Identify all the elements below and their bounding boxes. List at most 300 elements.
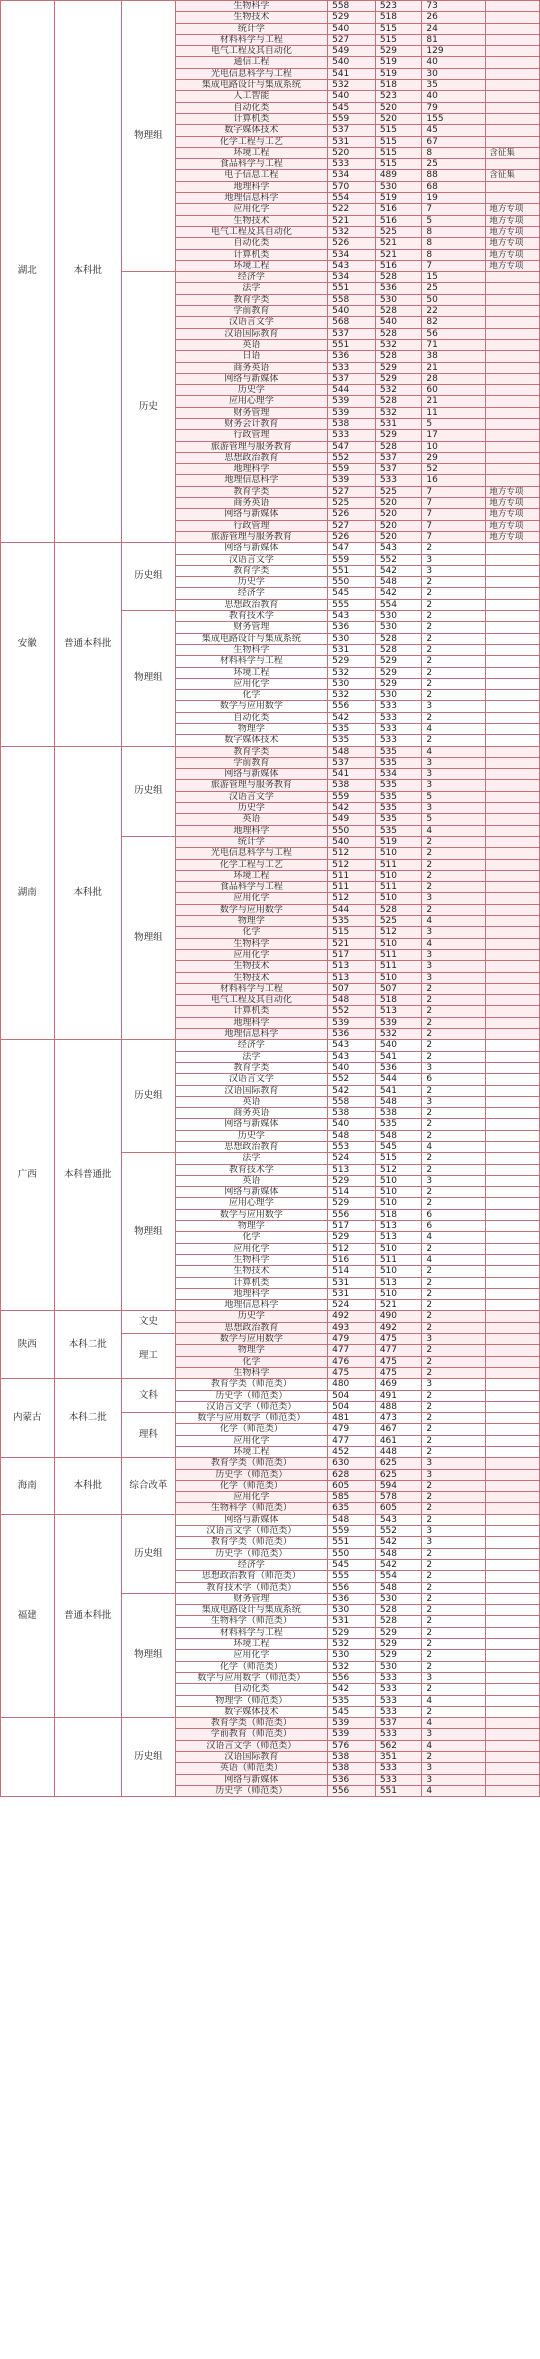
min-score-cell: 554	[375, 599, 422, 610]
admitted-count-cell: 3	[422, 1469, 486, 1480]
major-cell: 地理信息科学	[175, 1029, 328, 1040]
max-score-cell: 543	[328, 1040, 376, 1051]
min-score-cell: 523	[375, 91, 422, 102]
min-score-cell: 535	[375, 791, 422, 802]
note-cell: 地方专项	[486, 486, 540, 497]
major-cell: 电气工程及其自动化	[175, 226, 328, 237]
min-score-cell: 518	[375, 80, 422, 91]
note-cell	[486, 1266, 540, 1277]
admitted-count-cell: 155	[422, 113, 486, 124]
min-score-cell: 529	[375, 667, 422, 678]
major-cell: 教育学类	[175, 746, 328, 757]
admitted-count-cell: 21	[422, 396, 486, 407]
min-score-cell: 510	[375, 1288, 422, 1299]
max-score-cell: 511	[328, 882, 376, 893]
note-cell	[486, 814, 540, 825]
note-cell	[486, 452, 540, 463]
table-row	[1, 1040, 540, 1051]
track-cell: 历史组	[122, 1514, 176, 1593]
major-cell: 应用化学	[175, 1435, 328, 1446]
min-score-cell: 351	[375, 1752, 422, 1763]
max-score-cell: 531	[328, 1288, 376, 1299]
table-row	[1, 1514, 540, 1525]
major-cell: 应用化学	[175, 1492, 328, 1503]
min-score-cell: 511	[375, 859, 422, 870]
admitted-count-cell: 56	[422, 328, 486, 339]
major-cell: 财务会计教育	[175, 418, 328, 429]
min-score-cell: 533	[375, 735, 422, 746]
major-cell: 生物科学	[175, 644, 328, 655]
note-cell	[486, 1706, 540, 1717]
note-cell	[486, 272, 540, 283]
table-row	[1, 543, 540, 554]
min-score-cell: 511	[375, 1254, 422, 1265]
admitted-count-cell: 2	[422, 622, 486, 633]
note-cell	[486, 385, 540, 396]
admitted-count-cell: 7	[422, 204, 486, 215]
max-score-cell: 548	[328, 1514, 376, 1525]
max-score-cell: 542	[328, 1684, 376, 1695]
max-score-cell: 516	[328, 1254, 376, 1265]
min-score-cell: 515	[375, 147, 422, 158]
note-cell	[486, 68, 540, 79]
track-cell: 物理组	[122, 1, 176, 272]
note-cell	[486, 1345, 540, 1356]
admitted-count-cell: 2	[422, 1548, 486, 1559]
major-cell: 数学与应用数学	[175, 701, 328, 712]
max-score-cell: 555	[328, 1571, 376, 1582]
min-score-cell: 529	[375, 656, 422, 667]
major-cell: 应用化学	[175, 1650, 328, 1661]
admitted-count-cell: 22	[422, 306, 486, 317]
min-score-cell: 469	[375, 1379, 422, 1390]
major-cell: 生物科学（师范类）	[175, 1616, 328, 1627]
track-cell: 文史	[122, 1311, 176, 1334]
max-score-cell: 477	[328, 1345, 376, 1356]
admitted-count-cell: 129	[422, 46, 486, 57]
min-score-cell: 537	[375, 452, 422, 463]
min-score-cell: 533	[375, 1672, 422, 1683]
major-cell: 日语	[175, 351, 328, 362]
major-cell: 经济学	[175, 1559, 328, 1570]
min-score-cell: 528	[375, 396, 422, 407]
admitted-count-cell: 2	[422, 1029, 486, 1040]
max-score-cell: 555	[328, 599, 376, 610]
min-score-cell: 530	[375, 294, 422, 305]
min-score-cell: 515	[375, 159, 422, 170]
min-score-cell: 518	[375, 1209, 422, 1220]
min-score-cell: 532	[375, 339, 422, 350]
max-score-cell: 517	[328, 1221, 376, 1232]
admitted-count-cell: 88	[422, 170, 486, 181]
admitted-count-cell: 2	[422, 1243, 486, 1254]
max-score-cell: 559	[328, 791, 376, 802]
max-score-cell: 525	[328, 498, 376, 509]
major-cell: 计算机类	[175, 1006, 328, 1017]
note-cell	[486, 611, 540, 622]
note-cell	[486, 577, 540, 588]
max-score-cell: 552	[328, 1074, 376, 1085]
admitted-count-cell: 7	[422, 498, 486, 509]
note-cell	[486, 780, 540, 791]
note-cell	[486, 328, 540, 339]
max-score-cell: 547	[328, 441, 376, 452]
admitted-count-cell: 4	[422, 938, 486, 949]
admitted-count-cell: 3	[422, 701, 486, 712]
max-score-cell: 521	[328, 938, 376, 949]
admitted-count-cell: 4	[422, 1695, 486, 1706]
batch-cell: 本科普通批	[54, 1040, 122, 1311]
min-score-cell: 515	[375, 1153, 422, 1164]
max-score-cell: 544	[328, 904, 376, 915]
min-score-cell: 533	[375, 1729, 422, 1740]
major-cell: 思想政治教育	[175, 452, 328, 463]
major-cell: 地理信息科学	[175, 193, 328, 204]
major-cell: 物理学	[175, 1221, 328, 1232]
min-score-cell: 625	[375, 1458, 422, 1469]
admitted-count-cell: 2	[422, 1559, 486, 1570]
province-cell: 福建	[1, 1514, 55, 1717]
min-score-cell: 492	[375, 1322, 422, 1333]
note-cell	[486, 1153, 540, 1164]
min-score-cell: 510	[375, 938, 422, 949]
admitted-count-cell: 5	[422, 418, 486, 429]
note-cell	[486, 735, 540, 746]
max-score-cell: 532	[328, 690, 376, 701]
note-cell	[486, 565, 540, 576]
min-score-cell: 520	[375, 509, 422, 520]
admitted-count-cell: 2	[422, 1040, 486, 1051]
major-cell: 环境工程	[175, 667, 328, 678]
major-cell: 应用化学	[175, 949, 328, 960]
admitted-count-cell: 2	[422, 1582, 486, 1593]
admitted-count-cell: 2	[422, 1435, 486, 1446]
max-score-cell: 540	[328, 1119, 376, 1130]
note-cell	[486, 102, 540, 113]
min-score-cell: 461	[375, 1435, 422, 1446]
major-cell: 计算机类	[175, 249, 328, 260]
note-cell	[486, 588, 540, 599]
max-score-cell: 549	[328, 814, 376, 825]
major-cell: 商务英语	[175, 498, 328, 509]
note-cell	[486, 339, 540, 350]
min-score-cell: 529	[375, 362, 422, 373]
max-score-cell: 512	[328, 893, 376, 904]
major-cell: 历史学	[175, 385, 328, 396]
max-score-cell: 556	[328, 1785, 376, 1796]
min-score-cell: 538	[375, 1108, 422, 1119]
admitted-count-cell: 3	[422, 1062, 486, 1073]
note-cell	[486, 1322, 540, 1333]
major-cell: 电子信息工程	[175, 170, 328, 181]
min-score-cell: 528	[375, 441, 422, 452]
note-cell	[486, 1130, 540, 1141]
track-cell: 物理组	[122, 1153, 176, 1311]
min-score-cell: 536	[375, 1062, 422, 1073]
admitted-count-cell: 3	[422, 1175, 486, 1186]
admitted-count-cell: 3	[422, 972, 486, 983]
major-cell: 人工智能	[175, 91, 328, 102]
min-score-cell: 520	[375, 498, 422, 509]
major-cell: 汉语国际教育	[175, 1085, 328, 1096]
note-cell	[486, 836, 540, 847]
max-score-cell: 539	[328, 407, 376, 418]
max-score-cell: 532	[328, 1639, 376, 1650]
major-cell: 物理学	[175, 724, 328, 735]
min-score-cell: 525	[375, 226, 422, 237]
note-cell	[486, 46, 540, 57]
admitted-count-cell: 2	[422, 848, 486, 859]
admitted-count-cell: 3	[422, 927, 486, 938]
major-cell: 数字媒体技术	[175, 125, 328, 136]
admitted-count-cell: 26	[422, 12, 486, 23]
max-score-cell: 512	[328, 1243, 376, 1254]
admitted-count-cell: 4	[422, 825, 486, 836]
note-cell	[486, 1582, 540, 1593]
note-cell	[486, 1514, 540, 1525]
admitted-count-cell: 2	[422, 859, 486, 870]
major-cell: 地理科学	[175, 825, 328, 836]
note-cell	[486, 1526, 540, 1537]
note-cell	[486, 1198, 540, 1209]
note-cell	[486, 961, 540, 972]
max-score-cell: 542	[328, 712, 376, 723]
max-score-cell: 532	[328, 1661, 376, 1672]
min-score-cell: 510	[375, 848, 422, 859]
max-score-cell: 538	[328, 780, 376, 791]
major-cell: 生物科学	[175, 1254, 328, 1265]
admitted-count-cell: 2	[422, 1480, 486, 1491]
note-cell	[486, 633, 540, 644]
max-score-cell: 476	[328, 1356, 376, 1367]
max-score-cell: 548	[328, 995, 376, 1006]
table-row	[1, 1379, 540, 1390]
admitted-count-cell: 6	[422, 1209, 486, 1220]
admitted-count-cell: 2	[422, 904, 486, 915]
note-cell	[486, 1074, 540, 1085]
admitted-count-cell: 3	[422, 554, 486, 565]
note-cell	[486, 1096, 540, 1107]
min-score-cell: 448	[375, 1447, 422, 1458]
note-cell	[486, 712, 540, 723]
min-score-cell: 578	[375, 1492, 422, 1503]
max-score-cell: 605	[328, 1480, 376, 1491]
note-cell: 地方专项	[486, 498, 540, 509]
max-score-cell: 531	[328, 1277, 376, 1288]
note-cell	[486, 396, 540, 407]
note-cell	[486, 746, 540, 757]
admitted-count-cell: 2	[422, 983, 486, 994]
min-score-cell: 533	[375, 1774, 422, 1785]
max-score-cell: 542	[328, 803, 376, 814]
note-cell	[486, 430, 540, 441]
max-score-cell: 533	[328, 159, 376, 170]
admitted-count-cell: 16	[422, 475, 486, 486]
min-score-cell: 528	[375, 904, 422, 915]
admitted-count-cell: 3	[422, 1763, 486, 1774]
max-score-cell: 548	[328, 746, 376, 757]
major-cell: 法学	[175, 1153, 328, 1164]
note-cell	[486, 690, 540, 701]
max-score-cell: 538	[328, 1108, 376, 1119]
max-score-cell: 556	[328, 1582, 376, 1593]
admitted-count-cell: 3	[422, 1537, 486, 1548]
track-cell: 历史组	[122, 543, 176, 611]
major-cell: 生物科学	[175, 1367, 328, 1378]
admitted-count-cell: 2	[422, 870, 486, 881]
admitted-count-cell: 2	[422, 611, 486, 622]
note-cell	[486, 1718, 540, 1729]
max-score-cell: 539	[328, 1729, 376, 1740]
max-score-cell: 543	[328, 1051, 376, 1062]
major-cell: 网络与新媒体	[175, 373, 328, 384]
admitted-count-cell: 2	[422, 1119, 486, 1130]
max-score-cell: 529	[328, 656, 376, 667]
min-score-cell: 510	[375, 893, 422, 904]
max-score-cell: 531	[328, 136, 376, 147]
table-row	[1, 1458, 540, 1469]
major-cell: 地理科学	[175, 464, 328, 475]
major-cell: 环境工程	[175, 870, 328, 881]
min-score-cell: 543	[375, 543, 422, 554]
min-score-cell: 548	[375, 577, 422, 588]
major-cell: 食品科学与工程	[175, 159, 328, 170]
max-score-cell: 552	[328, 452, 376, 463]
note-cell	[486, 1684, 540, 1695]
note-cell	[486, 1650, 540, 1661]
max-score-cell: 529	[328, 1627, 376, 1638]
max-score-cell: 539	[328, 1718, 376, 1729]
major-cell: 英语	[175, 339, 328, 350]
major-cell: 英语	[175, 1175, 328, 1186]
max-score-cell: 548	[328, 1130, 376, 1141]
min-score-cell: 542	[375, 565, 422, 576]
note-cell	[486, 1175, 540, 1186]
table-row	[1, 746, 540, 757]
major-cell: 学前教育	[175, 306, 328, 317]
note-cell: 地方专项	[486, 249, 540, 260]
min-score-cell: 521	[375, 1300, 422, 1311]
province-cell: 陕西	[1, 1311, 55, 1379]
note-cell	[486, 136, 540, 147]
note-cell: 地方专项	[486, 520, 540, 531]
note-cell: 地方专项	[486, 260, 540, 271]
max-score-cell: 536	[328, 351, 376, 362]
note-cell	[486, 1085, 540, 1096]
note-cell	[486, 1187, 540, 1198]
major-cell: 商务英语	[175, 1108, 328, 1119]
max-score-cell: 513	[328, 961, 376, 972]
note-cell	[486, 1458, 540, 1469]
min-score-cell: 535	[375, 803, 422, 814]
note-cell: 地方专项	[486, 204, 540, 215]
major-cell: 思想政治教育	[175, 1322, 328, 1333]
note-cell	[486, 1729, 540, 1740]
admitted-count-cell: 2	[422, 1006, 486, 1017]
min-score-cell: 548	[375, 1130, 422, 1141]
note-cell	[486, 554, 540, 565]
admitted-count-cell: 4	[422, 746, 486, 757]
max-score-cell: 550	[328, 1548, 376, 1559]
major-cell: 历史学	[175, 803, 328, 814]
admitted-count-cell: 30	[422, 68, 486, 79]
max-score-cell: 507	[328, 983, 376, 994]
max-score-cell: 511	[328, 870, 376, 881]
major-cell: 行政管理	[175, 430, 328, 441]
max-score-cell: 545	[328, 1706, 376, 1717]
note-cell	[486, 972, 540, 983]
major-cell: 数字媒体技术	[175, 735, 328, 746]
note-cell	[486, 91, 540, 102]
min-score-cell: 511	[375, 882, 422, 893]
max-score-cell: 558	[328, 1096, 376, 1107]
max-score-cell: 559	[328, 464, 376, 475]
note-cell	[486, 870, 540, 881]
admitted-count-cell: 2	[422, 1571, 486, 1582]
note-cell	[486, 1492, 540, 1503]
admitted-count-cell: 2	[422, 1085, 486, 1096]
min-score-cell: 544	[375, 1074, 422, 1085]
min-score-cell: 535	[375, 746, 422, 757]
note-cell	[486, 1559, 540, 1570]
min-score-cell: 510	[375, 1198, 422, 1209]
note-cell	[486, 306, 540, 317]
min-score-cell: 520	[375, 531, 422, 542]
major-cell: 经济学	[175, 272, 328, 283]
admitted-count-cell: 4	[422, 1718, 486, 1729]
max-score-cell: 452	[328, 1447, 376, 1458]
min-score-cell: 533	[375, 1706, 422, 1717]
max-score-cell: 529	[328, 1198, 376, 1209]
major-cell: 计算机类	[175, 1277, 328, 1288]
admitted-count-cell: 8	[422, 238, 486, 249]
major-cell: 汉语言文学	[175, 317, 328, 328]
min-score-cell: 519	[375, 193, 422, 204]
major-cell: 自动化类	[175, 1684, 328, 1695]
table-row	[1, 1718, 540, 1729]
min-score-cell: 519	[375, 836, 422, 847]
min-score-cell: 467	[375, 1424, 422, 1435]
admitted-count-cell: 21	[422, 362, 486, 373]
note-cell	[486, 1571, 540, 1582]
admitted-count-cell: 3	[422, 1334, 486, 1345]
min-score-cell: 477	[375, 1345, 422, 1356]
admitted-count-cell: 2	[422, 1492, 486, 1503]
admitted-count-cell: 2	[422, 1706, 486, 1717]
admitted-count-cell: 2	[422, 1514, 486, 1525]
min-score-cell: 535	[375, 825, 422, 836]
max-score-cell: 558	[328, 294, 376, 305]
min-score-cell: 520	[375, 113, 422, 124]
major-cell: 环境工程	[175, 260, 328, 271]
admitted-count-cell: 2	[422, 1288, 486, 1299]
admitted-count-cell: 7	[422, 509, 486, 520]
track-cell: 综合改革	[122, 1458, 176, 1514]
min-score-cell: 545	[375, 1141, 422, 1152]
note-cell	[486, 34, 540, 45]
max-score-cell: 545	[328, 102, 376, 113]
max-score-cell: 542	[328, 1085, 376, 1096]
admitted-count-cell: 67	[422, 136, 486, 147]
max-score-cell: 526	[328, 509, 376, 520]
admitted-count-cell: 2	[422, 1130, 486, 1141]
min-score-cell: 491	[375, 1390, 422, 1401]
note-cell	[486, 1593, 540, 1604]
major-cell: 旅游管理与服务教育	[175, 780, 328, 791]
note-cell	[486, 904, 540, 915]
admitted-count-cell: 3	[422, 769, 486, 780]
min-score-cell: 521	[375, 238, 422, 249]
